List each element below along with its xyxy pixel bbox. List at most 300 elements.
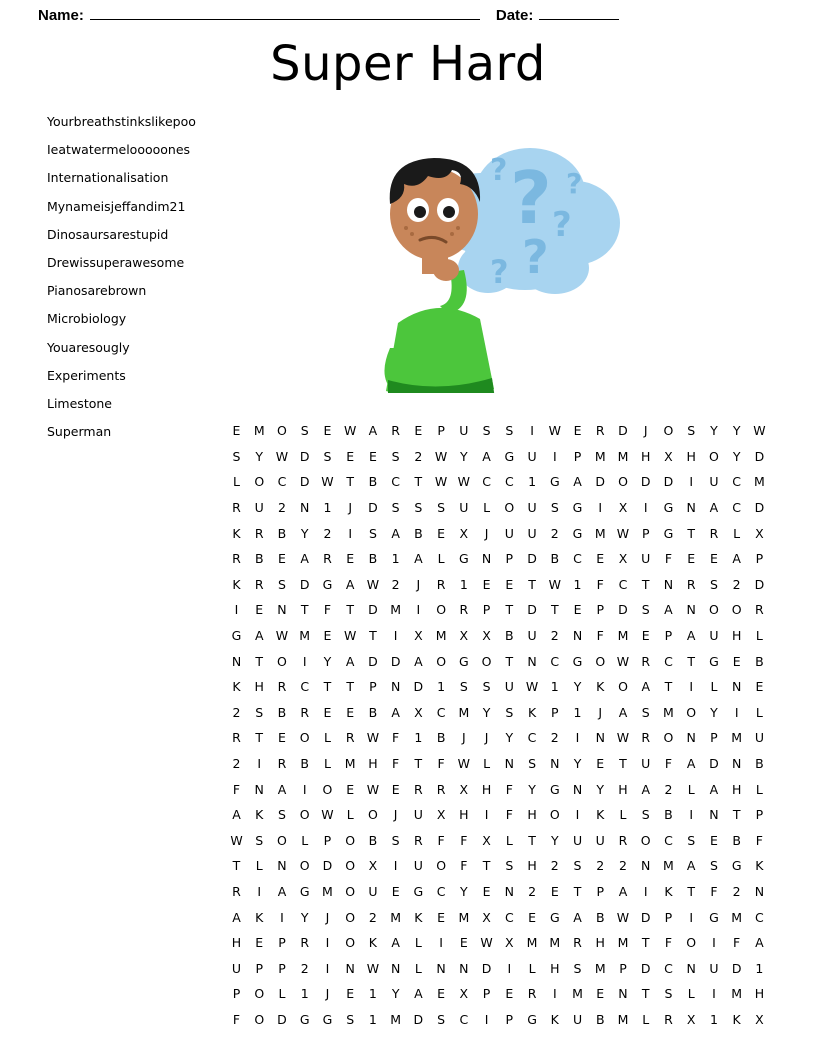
grid-cell[interactable]: A [300,551,309,567]
grid-cell[interactable]: R [414,832,423,848]
grid-cell[interactable]: L [414,960,422,976]
grid-cell[interactable]: G [663,500,674,516]
grid-cell[interactable]: D [299,576,310,592]
grid-cell[interactable]: P [551,704,559,720]
grid-cell[interactable]: I [552,448,557,464]
grid-cell[interactable]: J [325,909,330,925]
grid-cell[interactable]: 1 [528,474,537,490]
grid-cell[interactable]: R [277,756,287,772]
grid-cell[interactable]: B [755,653,764,669]
grid-cell[interactable]: W [343,423,357,439]
grid-cell[interactable]: P [596,602,605,618]
grid-cell[interactable]: D [731,960,742,976]
grid-cell[interactable]: H [731,781,742,797]
grid-cell[interactable]: O [436,602,447,618]
grid-cell[interactable]: O [663,423,674,439]
grid-cell[interactable]: N [390,960,401,976]
grid-cell[interactable]: M [435,628,447,644]
grid-cell[interactable]: U [709,628,719,644]
grid-cell[interactable]: I [325,960,330,976]
grid-cell[interactable]: F [755,832,763,848]
grid-cell[interactable]: F [460,832,468,848]
grid-cell[interactable]: W [480,935,493,951]
grid-cell[interactable]: X [414,704,423,720]
grid-cell[interactable]: U [254,500,264,516]
grid-cell[interactable]: W [548,576,561,592]
grid-cell[interactable]: N [345,960,355,976]
grid-cell[interactable]: H [368,756,378,772]
grid-cell[interactable]: C [664,653,673,669]
grid-cell[interactable]: S [459,679,468,695]
grid-cell[interactable]: W [321,474,334,490]
grid-cell[interactable]: O [345,832,356,848]
grid-cell[interactable]: A [232,909,241,925]
grid-cell[interactable]: S [232,448,241,464]
grid-cell[interactable]: O [709,602,719,618]
grid-cell[interactable]: D [277,1011,287,1027]
grid-cell[interactable]: A [732,551,741,567]
grid-cell[interactable]: R [686,576,696,592]
grid-cell[interactable]: U [709,474,719,490]
list-item[interactable]: Yourbreathstinkslikepoo [47,114,196,129]
grid-cell[interactable]: I [257,883,262,899]
grid-cell[interactable]: D [640,474,651,490]
grid-cell[interactable]: 2 [732,576,741,592]
grid-cell[interactable]: S [391,832,400,848]
grid-cell[interactable]: N [663,576,674,592]
grid-cell[interactable]: R [300,704,310,720]
grid-cell[interactable]: X [755,1011,764,1027]
grid-cell[interactable]: R [414,781,423,797]
grid-cell[interactable]: E [573,602,582,618]
grid-cell[interactable]: I [643,500,648,516]
grid-cell[interactable]: D [595,474,606,490]
grid-cell[interactable]: A [686,858,696,874]
grid-cell[interactable]: B [505,628,514,644]
grid-cell[interactable]: K [255,807,264,823]
grid-cell[interactable]: O [504,500,515,516]
grid-cell[interactable]: M [663,858,674,874]
grid-cell[interactable]: L [733,525,741,541]
grid-cell[interactable]: G [572,525,583,541]
grid-cell[interactable]: I [712,986,716,1002]
grid-cell[interactable]: W [321,807,334,823]
grid-cell[interactable]: N [641,858,651,874]
grid-cell[interactable]: O [345,935,356,951]
grid-cell[interactable]: D [368,653,378,669]
grid-cell[interactable]: A [345,576,355,592]
grid-cell[interactable]: O [595,653,606,669]
grid-cell[interactable]: M [594,448,606,464]
grid-cell[interactable]: W [275,448,289,464]
grid-cell[interactable]: N [595,730,605,746]
grid-cell[interactable]: U [459,423,469,439]
grid-cell[interactable]: S [573,858,582,874]
grid-cell[interactable]: X [755,525,764,541]
grid-cell[interactable]: E [732,653,741,669]
grid-cell[interactable]: K [232,679,241,695]
grid-cell[interactable]: X [414,628,423,644]
grid-cell[interactable]: K [232,525,241,541]
grid-cell[interactable]: H [459,807,469,823]
grid-cell[interactable]: A [391,935,400,951]
grid-cell[interactable]: Y [460,883,468,899]
grid-cell[interactable]: 2 [664,781,673,797]
grid-cell[interactable]: K [414,909,423,925]
grid-cell[interactable]: O [254,474,265,490]
grid-cell[interactable]: O [436,653,447,669]
grid-cell[interactable]: J [484,525,489,541]
grid-cell[interactable]: L [483,500,491,516]
grid-cell[interactable]: I [325,935,330,951]
grid-cell[interactable]: G [459,653,469,669]
grid-cell[interactable]: B [277,525,287,541]
grid-cell[interactable]: E [414,423,423,439]
grid-cell[interactable]: Y [323,653,332,669]
grid-cell[interactable]: T [619,756,627,772]
grid-cell[interactable]: N [686,500,696,516]
grid-cell[interactable]: S [368,525,377,541]
grid-cell[interactable]: T [732,807,741,823]
grid-cell[interactable]: Y [573,756,582,772]
grid-cell[interactable]: X [459,781,469,797]
grid-cell[interactable]: L [528,960,536,976]
grid-cell[interactable]: C [573,551,582,567]
grid-cell[interactable]: B [595,1011,605,1027]
grid-cell[interactable]: N [572,628,583,644]
grid-cell[interactable]: O [345,858,356,874]
grid-cell[interactable]: E [346,704,355,720]
grid-cell[interactable]: D [481,960,492,976]
grid-cell[interactable]: E [687,551,696,567]
grid-cell[interactable]: M [390,909,402,925]
grid-cell[interactable]: M [753,474,765,490]
grid-cell[interactable]: E [437,986,446,1002]
grid-cell[interactable]: G [322,1011,333,1027]
grid-cell[interactable]: A [686,756,696,772]
grid-cell[interactable]: K [232,576,241,592]
grid-cell[interactable]: M [526,935,538,951]
grid-cell[interactable]: P [664,628,673,644]
grid-cell[interactable]: D [618,423,628,439]
grid-cell[interactable]: N [231,653,242,669]
grid-cell[interactable]: W [457,474,471,490]
grid-cell[interactable]: N [277,602,287,618]
grid-cell[interactable]: L [687,781,695,797]
grid-cell[interactable]: P [255,960,263,976]
grid-cell[interactable]: H [527,807,537,823]
grid-cell[interactable]: O [277,423,287,439]
grid-cell[interactable]: M [731,730,743,746]
grid-cell[interactable]: T [641,935,650,951]
grid-cell[interactable]: Y [460,448,468,464]
grid-cell[interactable]: S [709,858,718,874]
grid-cell[interactable]: C [550,653,560,669]
grid-cell[interactable]: O [618,679,628,695]
grid-cell[interactable]: F [505,781,513,797]
grid-cell[interactable]: W [366,960,380,976]
grid-cell[interactable]: N [550,756,560,772]
grid-cell[interactable]: O [686,704,697,720]
grid-cell[interactable]: D [640,960,651,976]
grid-cell[interactable]: T [664,679,673,695]
grid-cell[interactable]: N [504,883,514,899]
grid-cell[interactable]: M [594,525,606,541]
grid-cell[interactable]: D [413,1011,424,1027]
grid-cell[interactable]: L [483,756,491,772]
grid-cell[interactable]: C [482,474,491,490]
grid-cell[interactable]: F [437,756,445,772]
list-item[interactable]: Experiments [47,367,126,383]
grid-cell[interactable]: P [619,960,627,976]
grid-cell[interactable]: R [573,935,582,951]
grid-cell[interactable]: T [346,679,354,695]
grid-cell[interactable]: G [709,653,719,669]
grid-cell[interactable]: A [709,500,719,516]
grid-cell[interactable]: S [505,858,514,874]
grid-cell[interactable]: 1 [368,986,377,1002]
grid-cell[interactable]: H [618,781,628,797]
grid-cell[interactable]: P [232,986,241,1002]
grid-cell[interactable]: D [527,602,537,618]
grid-cell[interactable]: W [616,730,630,746]
grid-cell[interactable]: Y [300,909,309,925]
grid-cell[interactable]: S [346,1011,355,1027]
grid-cell[interactable]: M [617,448,629,464]
grid-cell[interactable]: A [277,883,287,899]
grid-cell[interactable]: B [595,909,605,925]
grid-cell[interactable]: P [573,448,582,464]
grid-cell[interactable]: Y [300,525,309,541]
list-item[interactable]: Limestone [47,396,112,412]
grid-cell[interactable]: T [528,576,536,592]
grid-cell[interactable]: N [300,500,310,516]
grid-cell[interactable]: S [414,500,423,516]
grid-cell[interactable]: F [460,858,468,874]
grid-cell[interactable]: 2 [550,525,559,541]
list-item[interactable]: Internationalisation [47,170,169,186]
grid-cell[interactable]: C [504,909,514,925]
grid-cell[interactable]: L [710,679,718,695]
grid-cell[interactable]: X [482,832,491,848]
grid-cell[interactable]: K [527,704,537,720]
grid-cell[interactable]: 2 [528,883,537,899]
grid-cell[interactable]: C [504,474,514,490]
grid-cell[interactable]: M [731,986,743,1002]
grid-cell[interactable]: G [549,781,560,797]
grid-cell[interactable]: R [527,986,537,1002]
grid-cell[interactable]: C [755,909,764,925]
grid-cell[interactable]: A [664,602,673,618]
grid-cell[interactable]: T [323,679,332,695]
grid-cell[interactable]: A [573,474,582,490]
grid-cell[interactable]: E [255,602,264,618]
grid-cell[interactable]: 1 [459,576,468,592]
grid-cell[interactable]: 2 [391,576,400,592]
grid-cell[interactable]: X [482,909,491,925]
grid-cell[interactable]: 1 [573,576,582,592]
list-item[interactable]: Superman [47,424,112,440]
grid-cell[interactable]: I [575,730,580,746]
grid-cell[interactable]: E [596,756,605,772]
grid-cell[interactable]: F [710,883,718,899]
grid-cell[interactable]: G [413,883,424,899]
grid-cell[interactable]: P [278,935,286,951]
grid-cell[interactable]: I [643,883,648,899]
grid-cell[interactable]: S [278,807,286,823]
grid-cell[interactable]: U [754,730,764,746]
grid-cell[interactable]: Y [505,730,514,746]
grid-cell[interactable]: S [505,704,514,720]
grid-cell[interactable]: H [686,448,696,464]
grid-cell[interactable]: M [390,1011,402,1027]
grid-cell[interactable]: L [755,781,763,797]
grid-cell[interactable]: J [462,730,466,746]
grid-cell[interactable]: I [302,781,307,797]
grid-cell[interactable]: M [617,935,629,951]
grid-cell[interactable]: P [482,986,491,1002]
grid-cell[interactable]: I [689,474,694,490]
grid-cell[interactable]: Y [255,448,264,464]
grid-cell[interactable]: P [482,602,491,618]
grid-cell[interactable]: W [434,474,448,490]
grid-cell[interactable]: T [414,474,423,490]
grid-cell[interactable]: F [664,756,673,772]
grid-cell[interactable]: S [391,500,400,516]
grid-cell[interactable]: 2 [550,858,559,874]
grid-cell[interactable]: Y [710,704,718,720]
grid-cell[interactable]: M [549,935,561,951]
grid-cell[interactable]: A [414,551,423,567]
grid-cell[interactable]: E [232,423,241,439]
grid-cell[interactable]: L [642,1011,650,1027]
grid-cell[interactable]: N [481,551,492,567]
grid-cell[interactable]: T [550,602,559,618]
grid-cell[interactable]: M [344,756,356,772]
grid-cell[interactable]: E [596,551,605,567]
grid-cell[interactable]: C [436,883,446,899]
grid-cell[interactable]: K [255,909,264,925]
grid-cell[interactable]: 1 [300,986,309,1002]
grid-cell[interactable]: J [484,730,489,746]
grid-cell[interactable]: I [530,423,534,439]
grid-cell[interactable]: C [732,500,742,516]
grid-cell[interactable]: B [436,730,446,746]
grid-cell[interactable]: O [277,653,287,669]
grid-cell[interactable]: R [755,602,764,618]
grid-cell[interactable]: H [595,935,605,951]
grid-cell[interactable]: C [391,474,400,490]
grid-cell[interactable]: H [231,935,242,951]
grid-cell[interactable]: W [548,423,561,439]
grid-cell[interactable]: O [345,909,356,925]
grid-cell[interactable]: F [596,628,604,644]
grid-cell[interactable]: R [641,653,651,669]
grid-cell[interactable]: S [482,679,491,695]
grid-cell[interactable]: G [731,858,742,874]
grid-cell[interactable]: W [616,909,630,925]
grid-cell[interactable]: D [754,448,765,464]
grid-cell[interactable]: P [641,525,650,541]
grid-cell[interactable]: B [254,551,264,567]
grid-cell[interactable]: L [233,474,240,490]
grid-cell[interactable]: A [414,653,423,669]
grid-cell[interactable]: T [232,858,241,874]
list-item[interactable]: Pianosarebrown [47,283,147,299]
grid-cell[interactable]: Y [391,986,400,1002]
grid-cell[interactable]: S [641,807,650,823]
grid-cell[interactable]: S [687,832,696,848]
grid-cell[interactable]: W [366,576,380,592]
grid-cell[interactable]: X [459,525,469,541]
grid-cell[interactable]: B [277,704,287,720]
grid-cell[interactable]: O [436,858,447,874]
grid-cell[interactable]: D [299,474,310,490]
grid-cell[interactable]: S [300,423,309,439]
grid-cell[interactable]: B [368,551,378,567]
grid-cell[interactable]: 2 [550,730,559,746]
grid-cell[interactable]: N [436,960,446,976]
grid-cell[interactable]: S [573,960,582,976]
grid-cell[interactable]: G [709,909,719,925]
grid-cell[interactable]: N [709,807,719,823]
grid-cell[interactable]: D [618,602,628,618]
grid-cell[interactable]: N [686,602,696,618]
grid-cell[interactable]: R [345,730,355,746]
grid-cell[interactable]: W [366,730,380,746]
grid-cell[interactable]: W [616,653,630,669]
grid-cell[interactable]: W [366,781,380,797]
grid-cell[interactable]: J [598,704,603,720]
grid-cell[interactable]: B [732,832,741,848]
grid-cell[interactable]: E [391,781,400,797]
grid-cell[interactable]: T [346,602,354,618]
grid-cell[interactable]: S [664,986,673,1002]
grid-cell[interactable]: 1 [414,730,423,746]
grid-cell[interactable]: A [618,704,628,720]
grid-cell[interactable]: 2 [414,448,423,464]
grid-cell[interactable]: P [278,960,286,976]
grid-cell[interactable]: L [323,756,331,772]
grid-cell[interactable]: T [482,858,491,874]
grid-cell[interactable]: M [322,883,333,899]
grid-cell[interactable]: H [731,628,742,644]
grid-cell[interactable]: O [549,807,560,823]
grid-cell[interactable]: G [663,525,674,541]
grid-cell[interactable]: T [528,832,536,848]
grid-cell[interactable]: B [664,807,673,823]
grid-cell[interactable]: E [459,935,468,951]
grid-cell[interactable]: E [278,730,286,746]
grid-cell[interactable]: D [368,602,378,618]
grid-cell[interactable]: S [255,704,264,720]
grid-cell[interactable]: F [392,756,400,772]
grid-cell[interactable]: G [299,1011,310,1027]
grid-cell[interactable]: N [504,756,514,772]
grid-cell[interactable]: M [617,1011,629,1027]
grid-cell[interactable]: U [368,883,378,899]
grid-cell[interactable]: I [712,935,716,951]
grid-cell[interactable]: N [686,960,696,976]
grid-cell[interactable]: J [348,500,353,516]
grid-cell[interactable]: R [232,500,241,516]
word-search-grid[interactable] [228,418,768,1032]
grid-cell[interactable]: U [527,628,537,644]
grid-cell[interactable]: T [346,474,354,490]
grid-cell[interactable]: R [641,730,651,746]
grid-cell[interactable]: 1 [550,679,559,695]
grid-cell[interactable]: K [664,883,673,899]
